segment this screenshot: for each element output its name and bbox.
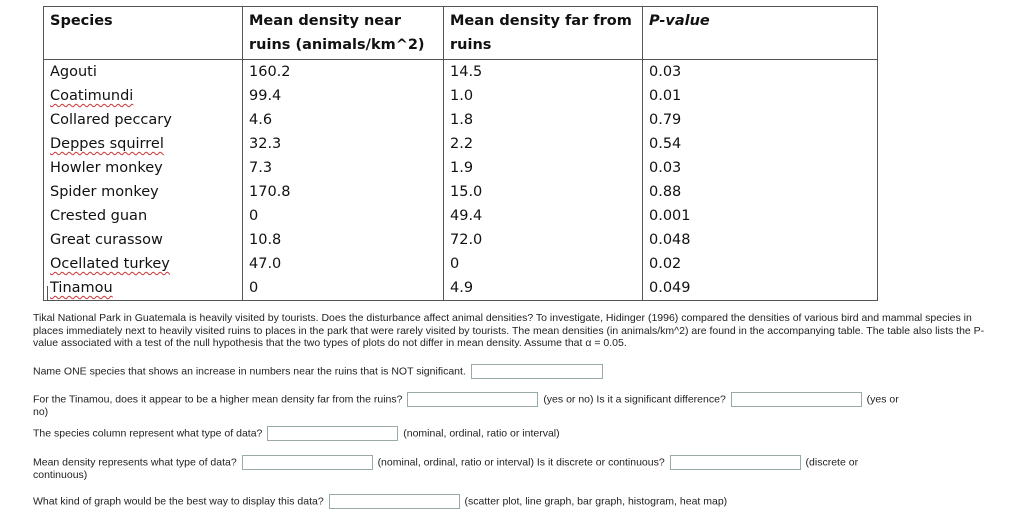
question-5-hint: (scatter plot, line graph, bar graph, histogram, heat map) bbox=[464, 495, 728, 508]
near-cell: 99.4 bbox=[243, 84, 444, 108]
species-cell: Coatimundi bbox=[44, 84, 243, 108]
question-2 bbox=[33, 392, 899, 407]
table-row bbox=[44, 84, 878, 108]
species-cell: Collared peccary bbox=[44, 108, 243, 132]
species-cell: Crested guan bbox=[44, 204, 243, 228]
far-cell: 15.0 bbox=[444, 180, 643, 204]
density-table bbox=[43, 6, 878, 301]
answer-q4b-input[interactable] bbox=[670, 455, 801, 470]
pvalue-cell: 0.79 bbox=[643, 108, 878, 132]
question-4-hint: (discrete or bbox=[805, 456, 859, 469]
question-4-text: Mean density represents what type of data? bbox=[33, 456, 237, 469]
table-row bbox=[44, 132, 878, 156]
table-row bbox=[44, 252, 878, 276]
pvalue-cell: 0.03 bbox=[643, 60, 878, 85]
question-2-hint-end: no) bbox=[33, 406, 49, 418]
far-cell: 1.8 bbox=[444, 108, 643, 132]
pvalue-cell: 0.048 bbox=[643, 228, 878, 252]
table-row bbox=[44, 156, 878, 180]
near-cell: 170.8 bbox=[243, 180, 444, 204]
far-cell: 49.4 bbox=[444, 204, 643, 228]
far-cell: 4.9 bbox=[444, 276, 643, 301]
table-edge-line bbox=[47, 286, 48, 300]
answer-q4a-input[interactable] bbox=[242, 455, 373, 470]
near-cell: 7.3 bbox=[243, 156, 444, 180]
table-row bbox=[44, 60, 878, 85]
pvalue-cell: 0.01 bbox=[643, 84, 878, 108]
species-cell: Spider monkey bbox=[44, 180, 243, 204]
near-cell: 32.3 bbox=[243, 132, 444, 156]
answer-q5-input[interactable] bbox=[329, 494, 460, 509]
species-cell: Howler monkey bbox=[44, 156, 243, 180]
question-3 bbox=[33, 426, 560, 441]
question-4-hint-end: continuous) bbox=[33, 469, 88, 481]
intro-paragraph: Tikal National Park in Guatemala is heavily visited by tourists. Does the disturbance affect animal densities? To investigate, Hidinger (1996) compared the densities of various bird and mammal species in places immediately next to heavily visited ruins to places in the park that were rarely visited by tourists. The mean densities (in animals/km^2) are found in the accompanying table. The table also lists the P-value associated with a test of the null hypothesis that the two types of plots do not differ in mean density. Assume that α = 0.05. bbox=[33, 312, 985, 349]
species-cell: Tinamou bbox=[44, 276, 243, 301]
pvalue-cell: 0.001 bbox=[643, 204, 878, 228]
question-4 bbox=[33, 455, 858, 470]
near-cell: 0 bbox=[243, 204, 444, 228]
table-header-row bbox=[44, 7, 878, 60]
question-section bbox=[33, 312, 993, 508]
answer-q3-input[interactable] bbox=[267, 426, 398, 441]
question-1-text: Name ONE species that shows an increase in numbers near the ruins that is NOT significant. bbox=[33, 365, 466, 378]
near-cell: 47.0 bbox=[243, 252, 444, 276]
near-cell: 0 bbox=[243, 276, 444, 301]
far-cell: 1.9 bbox=[444, 156, 643, 180]
question-2-hint: (yes or bbox=[866, 393, 899, 406]
header-near: Mean density near ruins (animals/km^2) bbox=[243, 7, 444, 60]
table-row bbox=[44, 108, 878, 132]
table-row bbox=[44, 180, 878, 204]
question-4-followup: (nominal, ordinal, ratio or interval) Is it discrete or continuous? bbox=[377, 456, 665, 469]
question-2-wrap bbox=[33, 406, 48, 419]
species-cell: Ocellated turkey bbox=[44, 252, 243, 276]
density-table-wrapper bbox=[43, 6, 878, 301]
far-cell: 1.0 bbox=[444, 84, 643, 108]
table-row bbox=[44, 204, 878, 228]
question-2-text: For the Tinamou, does it appear to be a higher mean density far from the ruins? bbox=[33, 393, 403, 406]
question-5-text: What kind of graph would be the best way to display this data? bbox=[33, 495, 324, 508]
header-far: Mean density far from ruins bbox=[444, 7, 643, 60]
question-1 bbox=[33, 364, 605, 379]
answer-q2b-input[interactable] bbox=[731, 392, 862, 407]
question-3-hint: (nominal, ordinal, ratio or interval) bbox=[403, 427, 560, 440]
species-cell: Great curassow bbox=[44, 228, 243, 252]
question-4-wrap bbox=[33, 469, 87, 482]
near-cell: 10.8 bbox=[243, 228, 444, 252]
answer-q1-input[interactable] bbox=[471, 364, 603, 379]
answer-q2a-input[interactable] bbox=[407, 392, 538, 407]
table-row bbox=[44, 228, 878, 252]
question-5 bbox=[33, 494, 727, 509]
species-cell: Agouti bbox=[44, 60, 243, 85]
header-species: Species bbox=[44, 7, 243, 60]
pvalue-cell: 0.02 bbox=[643, 252, 878, 276]
far-cell: 0 bbox=[444, 252, 643, 276]
table-row bbox=[44, 276, 878, 301]
question-2-followup: (yes or no) Is it a significant difference? bbox=[543, 393, 726, 406]
pvalue-cell: 0.54 bbox=[643, 132, 878, 156]
near-cell: 4.6 bbox=[243, 108, 444, 132]
pvalue-cell: 0.88 bbox=[643, 180, 878, 204]
far-cell: 72.0 bbox=[444, 228, 643, 252]
pvalue-cell: 0.03 bbox=[643, 156, 878, 180]
far-cell: 2.2 bbox=[444, 132, 643, 156]
near-cell: 160.2 bbox=[243, 60, 444, 85]
far-cell: 14.5 bbox=[444, 60, 643, 85]
species-cell: Deppes squirrel bbox=[44, 132, 243, 156]
header-pvalue: P-value bbox=[643, 7, 878, 60]
question-3-text: The species column represent what type of data? bbox=[33, 427, 263, 440]
pvalue-cell: 0.049 bbox=[643, 276, 878, 301]
